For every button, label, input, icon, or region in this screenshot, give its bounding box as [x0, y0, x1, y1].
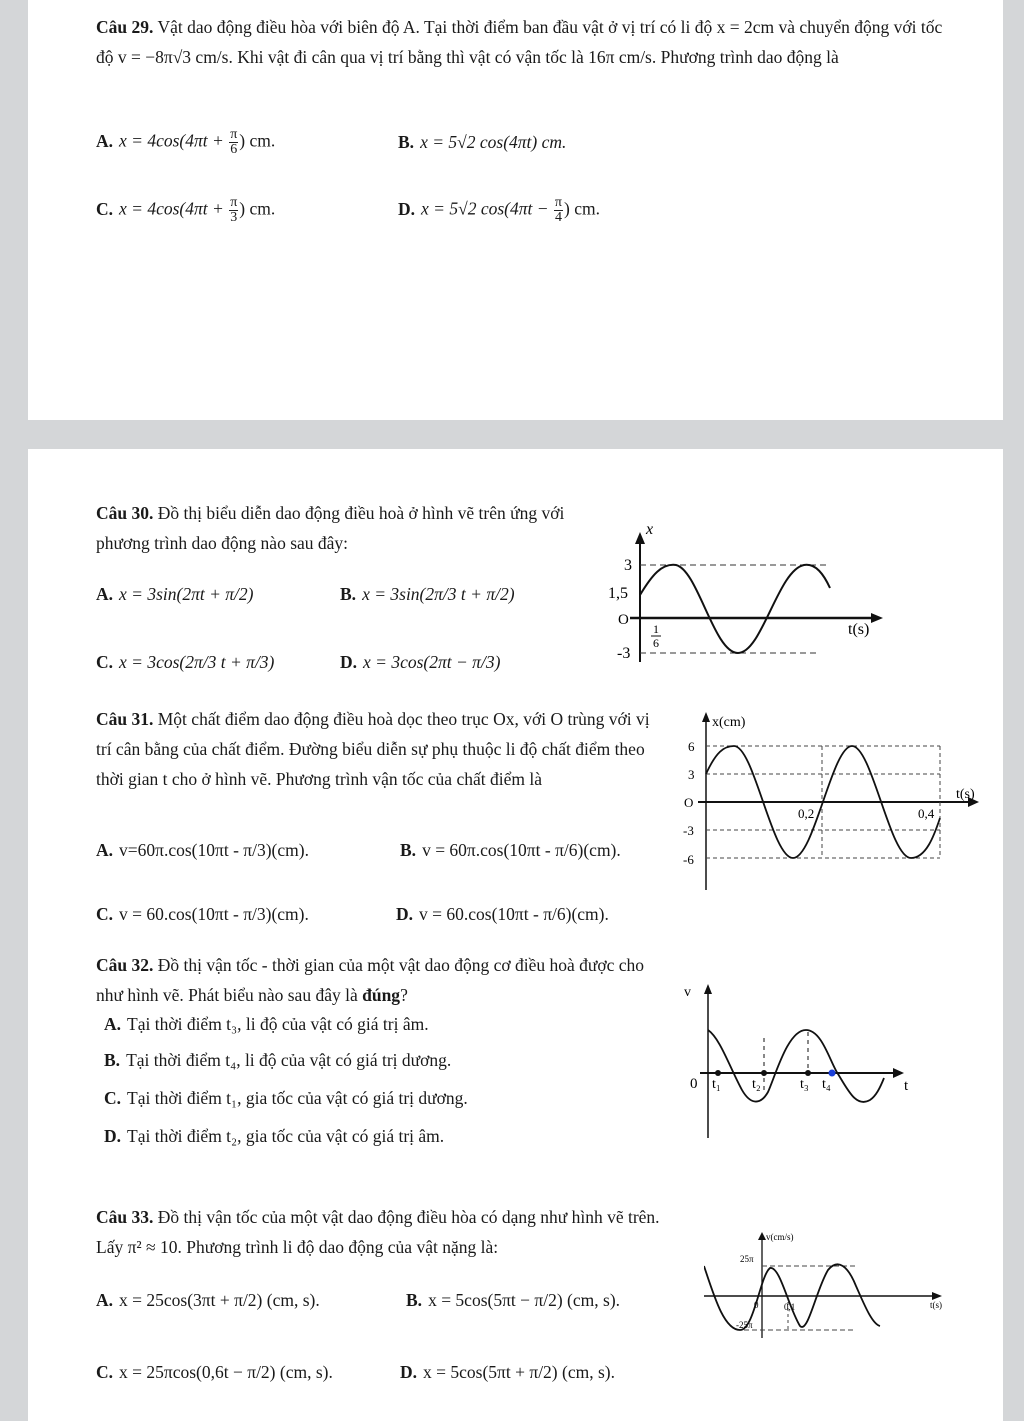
q31-option-a-text: v=60π.cos(10πt - π/3)(cm). [119, 840, 309, 860]
q29-option-a-post: ) cm. [239, 130, 276, 151]
q32-option-c-label: C. [104, 1088, 122, 1108]
q29-option-b-text: x = 5√2 cos(4πt) cm. [420, 132, 567, 152]
q33-graph [704, 1226, 964, 1346]
q33-option-b-label: B. [406, 1290, 423, 1310]
q33-origin: 0 [754, 1300, 759, 1310]
q31-x-label: t(s) [956, 787, 975, 802]
q31-option-b[interactable] [400, 840, 621, 861]
q29-option-c[interactable] [96, 196, 275, 225]
q29-option-d-label: D. [398, 198, 416, 219]
q33-option-a-label: A. [96, 1290, 114, 1310]
q31-option-b-label: B. [400, 840, 417, 860]
q33-option-a[interactable] [96, 1290, 320, 1311]
q31-origin: O [684, 795, 694, 810]
q32-text: Đồ thị vận tốc - thời gian của một vật dao động cơ điều hoà được cho như hình vẽ. Phát biểu nào sau đây là [96, 955, 645, 1005]
q33-option-b[interactable] [406, 1290, 620, 1311]
q30-option-c-text: x = 3cos(2π/3 t + π/3) [119, 652, 275, 672]
q33-y-label: v(cm/s) [766, 1232, 794, 1242]
q30-option-d-text: x = 3cos(2πt − π/3) [363, 652, 501, 672]
q33-option-d-label: D. [400, 1362, 418, 1382]
q30-option-a-text: x = 3sin(2πt + π/2) [119, 584, 254, 604]
q29-option-c-post: ) cm. [239, 198, 276, 219]
q30-graph [590, 520, 890, 670]
q29-option-c-frac: $\frac{\pi}{3}$ [230, 195, 238, 225]
q33-tick-bottom: -25π [736, 1320, 753, 1330]
q29-option-d-post: ) cm. [564, 198, 600, 219]
q31-graph [676, 706, 986, 892]
q30-tick-1-5: 1,5 [608, 585, 628, 602]
q32-option-d[interactable] [104, 1126, 444, 1147]
q31-tick-m6: -6 [683, 852, 694, 867]
q32-y-label: v [684, 985, 691, 1000]
q31-label: Câu 31. [96, 709, 154, 729]
q32-bold-word: đúng [362, 985, 401, 1005]
q30-y-arrow-icon [635, 532, 645, 544]
q32-x-label: t [904, 1078, 909, 1094]
q29-option-b[interactable] [398, 132, 566, 153]
q30-option-d-label: D. [340, 652, 358, 672]
q29-option-d-pre: x = 5√2 cos(4πt − [421, 198, 553, 219]
q30-tick-den: 6 [653, 636, 659, 650]
q30-option-d[interactable] [340, 652, 500, 673]
q32-label: Câu 32. [96, 955, 154, 975]
q30-option-b-text: x = 3sin(2π/3 t + π/2) [362, 584, 515, 604]
q33-curve [704, 1264, 880, 1330]
q33-option-c-label: C. [96, 1362, 114, 1382]
q32-option-c-text: Tại thời điểm t₁, gia tốc của vật có giá trị dương. [127, 1088, 468, 1108]
q33-option-a-text: x = 25cos(3πt + π/2) (cm, s). [119, 1290, 320, 1310]
q32-stem: Câu 32. Đồ thị vận tốc - thời gian của một vật dao động cơ điều hoà được cho như hình vẽ. Phát biểu nào sau đây là đúng? [96, 955, 645, 1005]
q32-option-a-text: Tại thời điểm t₃, li độ của vật có giá trị âm. [127, 1014, 429, 1034]
q29-option-a-frac: $\frac{\pi}{6}$ [230, 127, 238, 157]
q30-x-arrow-icon [871, 613, 883, 623]
q30-curve [640, 565, 830, 653]
q31-text: Một chất điểm dao động điều hoà dọc theo trục Ox, với O trùng với vị trí cân bằng của chất điểm. Đường biểu diễn sự phụ thuộc li độ chất điểm theo thời gian t cho ở hình vẽ. Phương trình vận tốc của chất điểm là [96, 709, 650, 789]
q32-label-t3: t₃ [800, 1077, 809, 1092]
q29-stem [96, 12, 956, 72]
q30-origin: O [618, 612, 629, 628]
q33-option-d[interactable] [400, 1362, 615, 1383]
q31-option-a[interactable] [96, 840, 309, 861]
q29-label: Câu 29. [96, 17, 154, 37]
q30-stem [96, 498, 566, 558]
q30-tick-num: 1 [653, 622, 659, 636]
q31-tick-m3: -3 [683, 823, 694, 838]
q31-tick-3: 3 [688, 767, 695, 782]
q33-x-arrow-icon [932, 1292, 942, 1300]
q32-label-t2: t₂ [752, 1077, 761, 1092]
q32-label-t4: t₄ [822, 1077, 831, 1092]
q30-option-a[interactable] [96, 584, 254, 605]
q32-x-arrow-icon [893, 1068, 904, 1078]
q32-option-a-label: A. [104, 1014, 122, 1034]
q30-x-label: t(s) [848, 621, 870, 638]
q32-option-d-text: Tại thời điểm t₂, gia tốc của vật có giá trị âm. [127, 1126, 445, 1146]
q30-tick-m3: -3 [617, 645, 631, 662]
q31-option-b-text: v = 60π.cos(10πt - π/6)(cm). [422, 840, 621, 860]
q31-tick-04: 0,4 [918, 806, 935, 821]
q33-text: Đồ thị vận tốc của một vật dao động điều hòa có dạng như hình vẽ trên. Lấy π² ≈ 10. Phương trình li độ dao động của vật nặng là: [96, 1207, 660, 1257]
q32-origin: 0 [690, 1076, 698, 1092]
q29-option-a-pre: x = 4cos(4πt + [119, 130, 229, 151]
q30-option-b[interactable] [340, 584, 515, 605]
q32-point-t4 [829, 1070, 836, 1077]
q31-option-c[interactable] [96, 904, 309, 925]
q31-option-d[interactable] [396, 904, 609, 925]
q30-option-a-label: A. [96, 584, 114, 604]
q32-option-a[interactable] [104, 1014, 429, 1035]
q32-label-t1: t₁ [712, 1077, 721, 1092]
q30-option-c[interactable] [96, 652, 274, 673]
q30-text: Đồ thị biểu diễn dao động điều hoà ở hình vẽ trên ứng với phương trình dao động nào sau đây: [96, 503, 565, 553]
q32-option-b-label: B. [104, 1050, 121, 1070]
q32-option-c[interactable] [104, 1088, 468, 1109]
q29-option-d[interactable] [398, 196, 600, 225]
q30-label: Câu 30. [96, 503, 154, 523]
q33-option-d-text: x = 5cos(5πt + π/2) (cm, s). [423, 1362, 615, 1382]
q31-tick-02: 0,2 [798, 806, 815, 821]
q32-point-t1 [715, 1070, 721, 1076]
q31-option-c-text: v = 60.cos(10πt - π/3)(cm). [119, 904, 309, 924]
q32-point-t3 [805, 1070, 811, 1076]
q32-curve [708, 1030, 884, 1102]
q30-y-label: x [646, 521, 654, 538]
q29-option-c-pre: x = 4cos(4πt + [119, 198, 229, 219]
q33-option-b-text: x = 5cos(5πt − π/2) (cm, s). [428, 1290, 621, 1310]
q32-option-d-label: D. [104, 1126, 122, 1146]
q33-tick-01: 0,1 [784, 1302, 796, 1312]
q32-option-b-text: Tại thời điểm t₄, li độ của vật có giá trị dương. [126, 1050, 452, 1070]
q33-label: Câu 33. [96, 1207, 154, 1227]
q33-option-c-text: x = 25πcos(0,6t − π/2) (cm, s). [119, 1362, 333, 1382]
q31-tick-6: 6 [688, 739, 695, 754]
q30-tick-3: 3 [624, 557, 632, 574]
q31-y-label: x(cm) [712, 715, 746, 730]
q33-x-label: t(s) [930, 1300, 942, 1310]
q33-y-arrow-icon [758, 1232, 766, 1240]
q30-option-c-label: C. [96, 652, 114, 672]
q29-option-a[interactable] [96, 128, 275, 157]
q29-option-c-label: C. [96, 198, 114, 219]
q31-option-a-label: A. [96, 840, 114, 860]
q32-point-t2 [761, 1070, 767, 1076]
q33-option-c[interactable] [96, 1362, 333, 1383]
q30-option-b-label: B. [340, 584, 357, 604]
q31-y-arrow-icon [702, 712, 710, 722]
q32-graph [676, 978, 926, 1138]
q32-y-arrow-icon [704, 984, 712, 994]
q32-option-b[interactable] [104, 1050, 451, 1071]
q29-option-a-label: A. [96, 130, 114, 151]
q31-option-d-text: v = 60.cos(10πt - π/6)(cm). [419, 904, 609, 924]
q29-text: Vật dao động điều hòa với biên độ A. Tại thời điểm ban đầu vật ở vị trí có li độ x = 2cm và chuyển động với tốc độ v = −8π√3 cm/s. Khi vật đi cân qua vị trí bằng thì vật có vận tốc là 16π cm/s. Phương trình dao động là [96, 17, 943, 67]
q29-option-b-label: B. [398, 132, 415, 152]
q31-option-c-label: C. [96, 904, 114, 924]
q31-stem [96, 704, 664, 794]
q31-option-d-label: D. [396, 904, 414, 924]
q33-tick-top: 25π [740, 1254, 754, 1264]
q29-option-d-frac: $\frac{\pi}{4}$ [554, 195, 562, 225]
q33-stem [96, 1202, 670, 1262]
